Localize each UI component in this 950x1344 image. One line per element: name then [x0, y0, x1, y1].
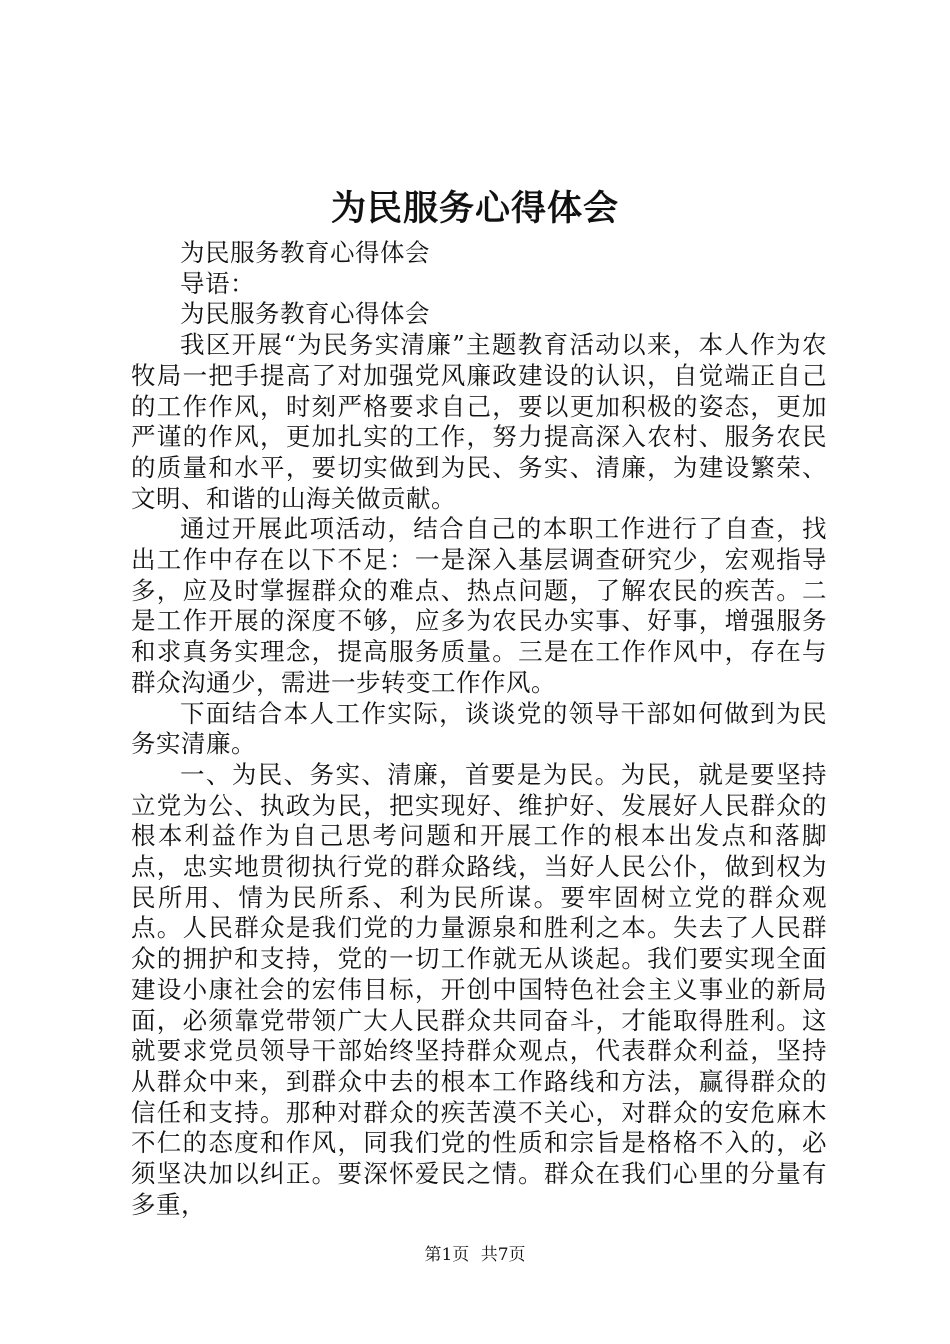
subtitle-paragraph: 为民服务教育心得体会: [180, 238, 430, 267]
body-paragraph: 我区开展“为民务实清廉”主题教育活动以来，本人作为农牧局一把手提高了对加强党风廉政建设的认识，自觉端正自己的工作作风，时刻严格要求自己，要以更加积极的姿态，更加严谨的作风，更加扎实的工作，努力提高深入农村、服务农民的质量和水平，要切实做到为民、务实、清廉，为建设繁荣、文明、和谐的山海关做贡献。: [131, 330, 827, 513]
lead-label-paragraph: 导语：: [180, 268, 255, 298]
document-title: 为民服务心得体会: [330, 188, 619, 229]
page-number: 第1页: [424, 1245, 470, 1265]
subtitle-repeat-paragraph: 为民服务教育心得体会: [180, 299, 430, 329]
page-footer: [0, 1244, 950, 1266]
body-paragraph: 一、为民、务实、清廉，首要是为民。为民，就是要坚持立党为公、执政为民，把实现好、维护好、发展好人民群众的根本利益作为自己思考问题和开展工作的根本出发点和落脚点，忠实地贯彻执行党的群众路线，当好人民公仆，做到权为民所用、情为民所系、利为民所谋。要牢固树立党的群众观点。人民群众是我们党的力量源泉和胜利之本。失去了人民群众的拥护和支持，党的一切工作就无从谈起。我们要实现全面建设小康社会的宏伟目标，开创中国特色社会主义事业的新局面，必须靠党带领广大人民群众共同奋斗，才能取得胜利。这就要求党员领导干部始终坚持群众观点，代表群众利益，坚持从群众中来，到群众中去的根本工作路线和方法，赢得群众的信任和支持。那种对群众的疾苦漠不关心，对群众的安危麻木不仁的态度和作风，同我们党的性质和宗旨是格格不入的，必须坚决加以纠正。要深怀爱民之情。群众在我们心里的分量有多重，: [131, 759, 827, 1219]
body-paragraph: 下面结合本人工作实际，谈谈党的领导干部如何做到为民务实清廉。: [131, 698, 827, 759]
page-total: 共7页: [480, 1245, 526, 1265]
body-paragraph: 通过开展此项活动，结合自己的本职工作进行了自查，找出工作中存在以下不足：一是深入基层调查研究少，宏观指导多，应及时掌握群众的难点、热点问题，了解农民的疾苦。二是工作开展的深度不够，应多为农民办实事、好事，增强服务和求真务实理念，提高服务质量。三是在工作作风中，存在与群众沟通少，需进一步转变工作作风。: [131, 514, 827, 697]
document-body: [131, 238, 827, 1221]
